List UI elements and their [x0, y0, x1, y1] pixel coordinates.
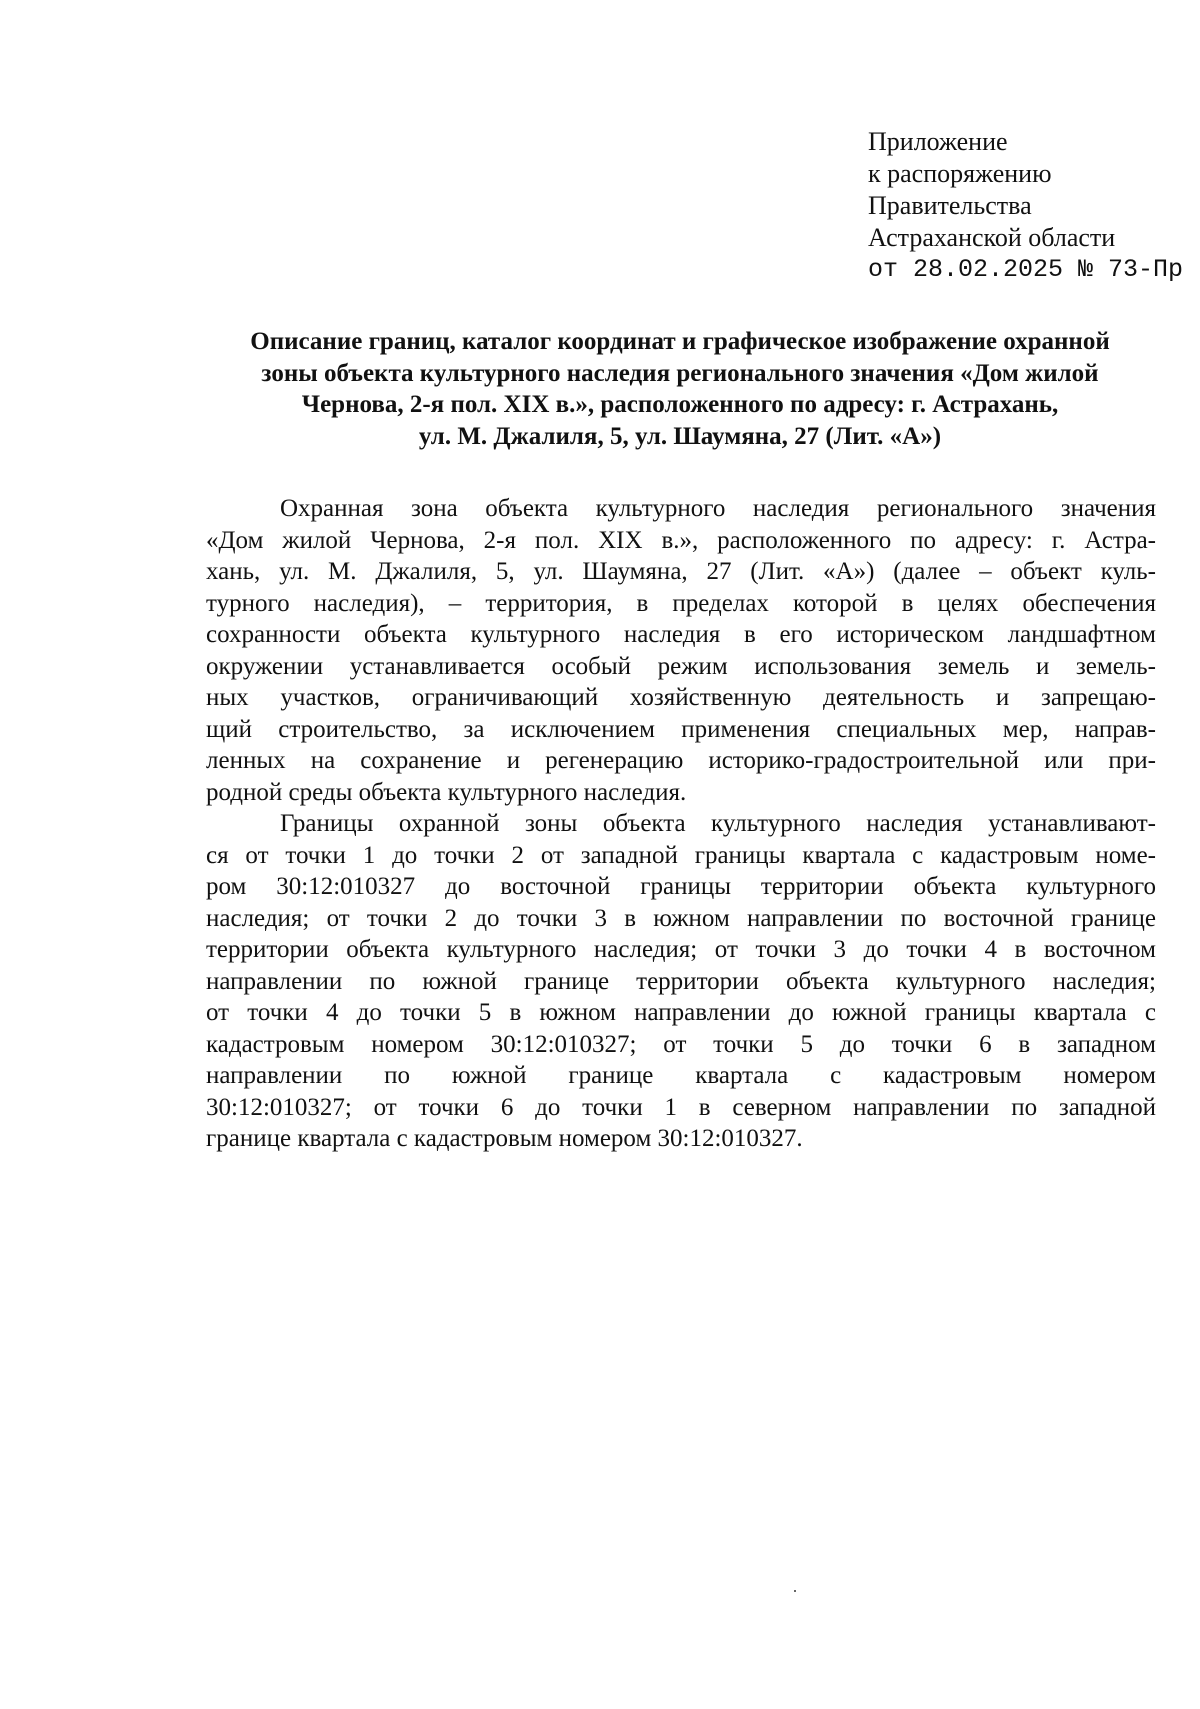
paragraph-line: сохранности объекта культурного наследия в его историческом ландшафтном — [206, 621, 1156, 648]
paragraph-line: родной среды объекта культурного наследия. — [206, 778, 687, 806]
paragraph-line: ром 30:12:010327 до восточной границы территории объекта культурного — [206, 873, 1156, 900]
paragraph-line: Охранная зона объекта культурного наследия регионального значения — [280, 495, 1156, 522]
paragraph-line: хань, ул. М. Джалиля, 5, ул. Шаумяна, 27 (Лит. «А») (далее – объект куль- — [206, 558, 1156, 585]
paragraph-line: турного наследия), – территория, в пределах которой в целях обеспечения — [206, 589, 1156, 617]
paragraph-line: кадастровым номером 30:12:010327; от точки 5 до точки 6 в западном — [206, 1030, 1156, 1058]
appendix-header — [868, 126, 1188, 286]
paragraph-line: ных участков, ограничивающий хозяйственную деятельность и запрещаю- — [206, 684, 1156, 711]
paragraph-line: ленных на сохранение и регенерацию историко-градостроительной или при- — [206, 747, 1156, 774]
paragraph-protection-zone — [206, 493, 1156, 808]
document-title — [200, 326, 1160, 452]
title-line: Описание границ, каталог координат и графическое изображение охранной — [250, 328, 1110, 355]
paragraph-line: от точки 4 до точки 5 в южном направлении до южной границы квартала с — [206, 999, 1156, 1026]
paragraph-line: «Дом жилой Чернова, 2-я пол. XIX в.», расположенного по адресу: г. Астра- — [206, 526, 1156, 554]
appendix-line: Приложение — [868, 127, 1008, 156]
paragraph-line: окружении устанавливается особый режим использования земель и земель- — [206, 652, 1156, 680]
appendix-line: Астраханской области — [868, 223, 1116, 252]
document-body — [206, 493, 1156, 1155]
paragraph-line: направлении по южной границе территории объекта культурного наследия; — [206, 967, 1156, 995]
paragraph-line: ся от точки 1 до точки 2 от западной границы квартала с кадастровым номе- — [206, 841, 1156, 869]
paragraph-line: наследия; от точки 2 до точки 3 в южном направлении по восточной границе — [206, 904, 1156, 932]
appendix-line: Правительства — [868, 191, 1032, 220]
title-line: зоны объекта культурного наследия регионального значения «Дом жилой — [261, 359, 1099, 387]
paragraph-line: территории объекта культурного наследия; от точки 3 до точки 4 в восточном — [206, 936, 1156, 963]
paragraph-line: Границы охранной зоны объекта культурного наследия устанавливают- — [280, 810, 1156, 837]
paragraph-line: щий строительство, за исключением применения специальных мер, направ- — [206, 715, 1156, 743]
paragraph-boundaries — [206, 808, 1156, 1155]
appendix-date-number: от 28.02.2025 № 73-Пр — [868, 255, 1184, 284]
scan-speck — [794, 1590, 796, 1592]
paragraph-line: направлении по южной границе квартала с кадастровым номером — [206, 1062, 1156, 1089]
title-line: ул. М. Джалиля, 5, ул. Шаумяна, 27 (Лит. «А») — [418, 422, 942, 450]
paragraph-line: границе квартала с кадастровым номером 30:12:010327. — [206, 1125, 803, 1152]
paragraph-line: 30:12:010327; от точки 6 до точки 1 в северном направлении по западной — [206, 1093, 1156, 1121]
title-line: Чернова, 2-я пол. XIX в.», расположенного по адресу: г. Астрахань, — [301, 391, 1059, 418]
appendix-line: к распоряжению — [868, 159, 1052, 188]
